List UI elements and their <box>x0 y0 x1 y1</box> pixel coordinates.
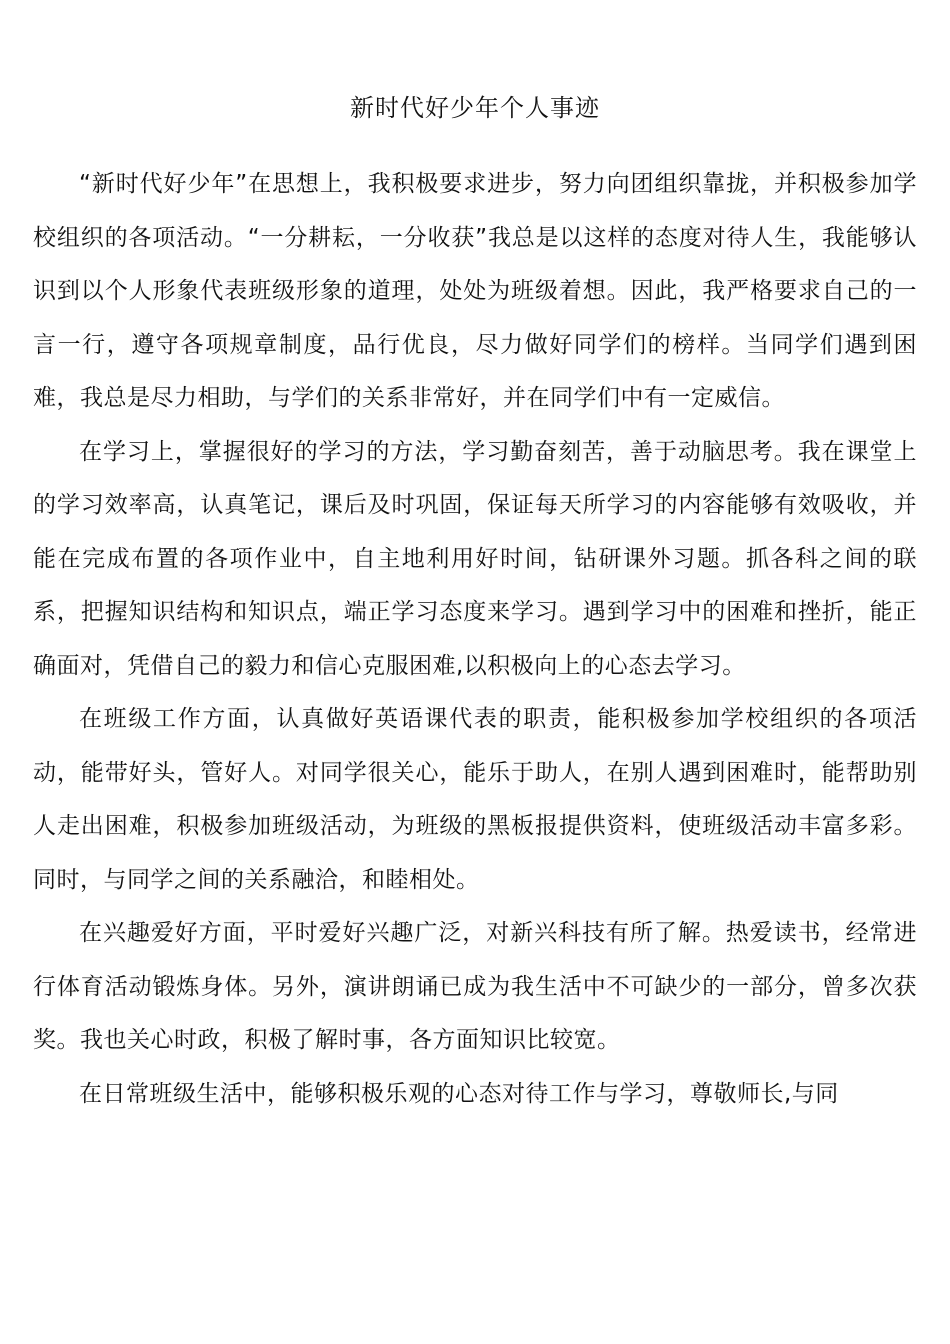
document-title: 新时代好少年个人事迹 <box>350 94 600 122</box>
paragraph-class-work: 在班级工作方面，认真做好英语课代表的职责，能积极参加学校组织的各项活动，能带好头，管好人。对同学很关心，能乐于助人，在别人遇到困难时，能帮助别人走出困难，积极参加班级活动，为班级的黑板报提供资料，使班级活动丰富多彩。同时，与同学之间的关系融洽，和睦相处。 <box>33 706 917 893</box>
paragraph-thought: “新时代好少年”在思想上，我积极要求进步，努力向团组织靠拢，并积极参加学校组织的各项活动。“一分耕耘，一分收获”我总是以这样的态度对待人生，我能够认识到以个人形象代表班级形象的道理，处处为班级着想。因此，我严格要求自己的一言一行，遵守各项规章制度，品行优良，尽力做好同学们的榜样。当同学们遇到困难，我总是尽力相助，与学们的关系非常好，并在同学们中有一定威信。 <box>33 171 917 411</box>
paragraph-study: 在学习上，掌握很好的学习的方法，学习勤奋刻苦，善于动脑思考。我在课堂上的学习效率高，认真笔记，课后及时巩固，保证每天所学习的内容能够有效吸收，并能在完成布置的各项作业中，自主地利用好时间，钻研课外习题。抓各科之间的联系，把握知识结构和知识点，端正学习态度来学习。遇到学习中的困难和挫折，能正确面对，凭借自己的毅力和信心克服困难,以积极向上的心态去学习。 <box>33 438 917 679</box>
paragraph-daily-life: 在日常班级生活中，能够积极乐观的心态对待工作与学习，尊敬师长,与同 <box>79 1080 839 1107</box>
paragraph-hobbies: 在兴趣爱好方面，平时爱好兴趣广泛，对新兴科技有所了解。热爱读书，经常进行体育活动锻炼身体。另外，演讲朗诵已成为我生活中不可缺少的一部分，曾多次获奖。我也关心时政，积极了解时事，各方面知识比较宽。 <box>33 920 917 1053</box>
